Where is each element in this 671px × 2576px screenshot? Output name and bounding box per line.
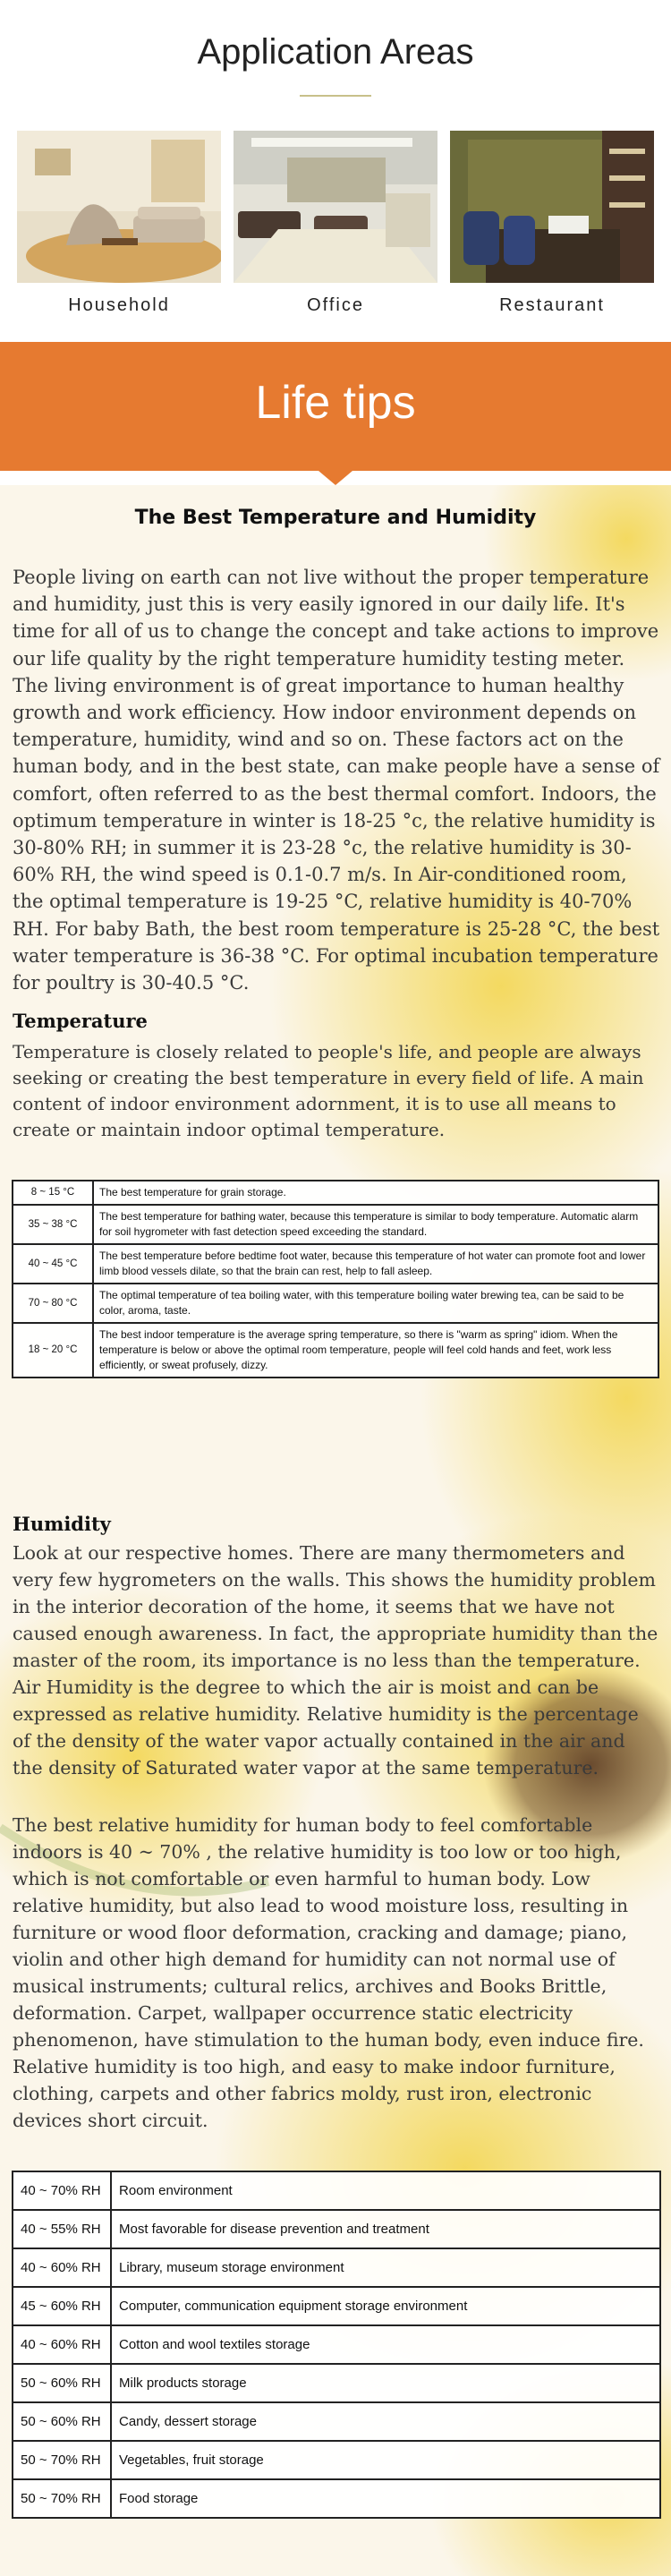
table-row [13, 2325, 660, 2364]
humidity-paragraph-1: Look at our respective homes. There are many thermometers and very few hygrometers on the walls. This shows the humidity problem in the interior decoration of the home, it seems that we have not caused enough awareness. In fact, the appropriate humidity than the master of the room, its importance is no less than the temperature. Air Humidity is the degree to which the air is moist and can be expressed as relative humidity. Relative humidity is the percentage of the density of the water vapor actually contained in the air and the density of Saturated water vapor at the same temperature. [13, 1542, 658, 1778]
temperature-heading: Temperature [13, 1010, 148, 1032]
temp-description: The best temperature for grain storage. [93, 1181, 658, 1205]
humidity-description: Room environment [111, 2171, 660, 2210]
humidity-description: Computer, communication equipment storage environment [111, 2287, 660, 2325]
life-tips-banner [0, 342, 671, 471]
humidity-range: 40 ~ 70% RH [13, 2171, 111, 2210]
table-row [13, 2171, 660, 2210]
best-temp-humidity-heading: The Best Temperature and Humidity [134, 507, 537, 529]
table-row [13, 1323, 658, 1378]
humidity-range: 50 ~ 70% RH [13, 2441, 111, 2479]
table-row [13, 2402, 660, 2441]
humidity-range: 50 ~ 70% RH [13, 2479, 111, 2518]
humidity-range: 40 ~ 55% RH [13, 2210, 111, 2248]
table-row [13, 1181, 658, 1205]
humidity-range: 50 ~ 60% RH [13, 2364, 111, 2402]
humidity-description: Candy, dessert storage [111, 2402, 660, 2441]
humidity-range: 50 ~ 60% RH [13, 2402, 111, 2441]
table-row [13, 2364, 660, 2402]
restaurant-photo [450, 131, 654, 283]
table-row [13, 2287, 660, 2325]
temp-description: The optimal temperature of tea boiling water, with this temperature boiling water brewing tea, can be said to be color, aroma, taste. [93, 1284, 658, 1323]
household-photo [17, 131, 221, 283]
table-row [13, 1205, 658, 1244]
table-row [13, 2441, 660, 2479]
banner-arrow [319, 471, 352, 485]
humidity-range: 40 ~ 60% RH [13, 2325, 111, 2364]
restaurant-label: Restaurant [499, 295, 605, 315]
humidity-range: 40 ~ 60% RH [13, 2248, 111, 2287]
temp-range: 70 ~ 80 °C [13, 1284, 93, 1323]
humidity-paragraph-2: The best relative humidity for human body to feel comfortable indoors is 40 ~ 70% , the relative humidity is too low or too high, which is not comfortable or even harmful to human body. Low relative humidity, but also lead to wood moisture loss, resulting in furniture or wood floor deformation, cracking and damage; piano, violin and other high demand for humidity can not normal use of musical instruments; cultural relics, archives and Books Brittle, deformation. Carpet, wallpaper occurrence static electricity phenomenon, have stimulation to the human body, even induce fire. Relative humidity is too high, and easy to make indoor furniture, clothing, carpets and other fabrics moldy, rust iron, electronic devices short circuit. [13, 1814, 644, 2131]
table-row [13, 1244, 658, 1284]
table-row [13, 2210, 660, 2248]
table-row [13, 2248, 660, 2287]
humidity-range: 45 ~ 60% RH [13, 2287, 111, 2325]
humidity-table [12, 2171, 661, 2519]
temp-range: 40 ~ 45 °C [13, 1244, 93, 1284]
humidity-description: Milk products storage [111, 2364, 660, 2402]
temp-description: The best indoor temperature is the average spring temperature, so there is "warm as spring" idiom. When the temperature is below or above the optimal room temperature, people will feel cold hands and feet, work less efficiently, or sweat profusely, dizzy. [93, 1323, 658, 1378]
humidity-description: Food storage [111, 2479, 660, 2518]
table-row [13, 2479, 660, 2518]
humidity-description: Library, museum storage environment [111, 2248, 660, 2287]
humidity-description: Cotton and wool textiles storage [111, 2325, 660, 2364]
title-underline [300, 95, 371, 97]
humidity-description: Most favorable for disease prevention and treatment [111, 2210, 660, 2248]
application-areas-title: Application Areas [197, 32, 474, 72]
temp-range: 8 ~ 15 °C [13, 1181, 93, 1205]
life-tips-title: Life tips [255, 377, 416, 429]
office-photo [234, 131, 437, 283]
household-label: Household [68, 295, 170, 315]
temp-range: 35 ~ 38 °C [13, 1205, 93, 1244]
temp-description: The best temperature before bedtime foot water, because this temperature of hot water can promote foot and lower limb blood vessels dilate, so that the brain can rest, help to fall asleep. [93, 1244, 658, 1284]
temperature-paragraph: Temperature is closely related to people's life, and people are always seeking or creating the best temperature in every field of life. A main content of indoor environment adornment, it is to use all means to create or maintain indoor optimal temperature. [13, 1041, 644, 1140]
humidity-description: Vegetables, fruit storage [111, 2441, 660, 2479]
humidity-heading: Humidity [13, 1513, 111, 1535]
temp-description: The best temperature for bathing water, because this temperature is similar to body temperature. Automatic alarm for soil hygrometer with fast detection speed exceeding the standard. [93, 1205, 658, 1244]
office-label: Office [307, 295, 364, 315]
table-row [13, 1284, 658, 1323]
intro-paragraph: People living on earth can not live without the proper temperature and humidity, just this is very easily ignored in our daily life. It's time for all of us to change the concept and take actions to improve our life quality by the right temperature humidity testing meter. The living environment is of great importance to human healthy growth and work efficiency. How indoor environment depends on temperature, humidity, wind and so on. These factors act on the human body, and in the best state, can make people have a sense of comfort, often referred to as the best thermal comfort. Indoors, the optimum temperature in winter is 18-25 °c, the relative humidity is 30-80% RH; in summer it is 23-28 °c, the relative humidity is 30-60% RH, the wind speed is 0.1-0.7 m/s. In Air-conditioned room, the optimal temperature is 19-25 °C, relative humidity is 40-70% RH. For baby Bath, the best room temperature is 25-28 °C, the best water temperature is 36-38 °C. For optimal incubation temperature for poultry is 30-40.5 °C. [13, 567, 660, 994]
temp-range: 18 ~ 20 °C [13, 1323, 93, 1378]
temperature-table [12, 1180, 659, 1378]
